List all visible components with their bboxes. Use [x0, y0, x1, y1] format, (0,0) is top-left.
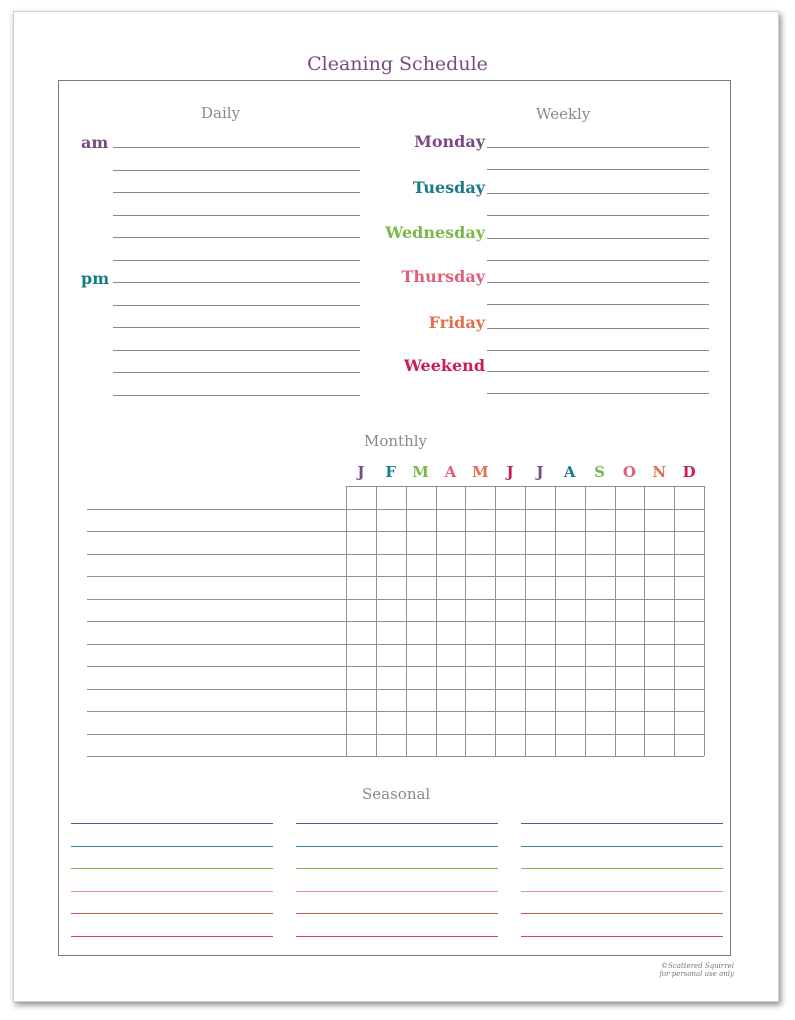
- monthly-col-line: [585, 486, 586, 756]
- daily-line: [113, 395, 360, 396]
- seasonal-line: [71, 823, 273, 824]
- monthly-row-line: [87, 576, 704, 577]
- seasonal-line: [521, 913, 723, 914]
- seasonal-line: [521, 823, 723, 824]
- seasonal-line: [521, 868, 723, 869]
- monthly-row-line: [87, 599, 704, 600]
- month-letter: M: [412, 463, 429, 481]
- seasonal-line: [296, 891, 498, 892]
- monthly-row-line: [87, 509, 704, 510]
- weekly-line: [487, 215, 709, 216]
- month-letter: O: [622, 463, 636, 481]
- seasonal-line: [521, 891, 723, 892]
- weekly-heading: Weekly: [536, 105, 591, 123]
- monthly-row-line: [87, 734, 704, 735]
- day-label-tuesday: Tuesday: [412, 178, 485, 197]
- weekly-line: [487, 371, 709, 372]
- day-label-monday: Monday: [414, 132, 485, 151]
- monthly-col-line: [704, 486, 705, 756]
- weekly-line: [487, 169, 709, 170]
- seasonal-line: [71, 868, 273, 869]
- seasonal-line: [521, 936, 723, 937]
- monthly-col-line: [376, 486, 377, 756]
- monthly-row-line: [87, 621, 704, 622]
- weekly-line: [487, 304, 709, 305]
- monthly-col-line: [495, 486, 496, 756]
- seasonal-line: [71, 913, 273, 914]
- seasonal-heading: Seasonal: [362, 785, 431, 803]
- daily-line: [113, 260, 360, 261]
- monthly-col-line: [615, 486, 616, 756]
- day-label-wednesday: Wednesday: [385, 223, 485, 242]
- seasonal-line: [296, 823, 498, 824]
- monthly-row-line: [87, 711, 704, 712]
- monthly-row-line: [87, 531, 704, 532]
- monthly-col-line: [406, 486, 407, 756]
- monthly-col-line: [644, 486, 645, 756]
- seasonal-line: [71, 891, 273, 892]
- watermark: [648, 962, 734, 978]
- weekly-line: [487, 238, 709, 239]
- month-letter: D: [682, 463, 696, 481]
- weekly-line: [487, 393, 709, 394]
- seasonal-line: [296, 868, 498, 869]
- monthly-row-line: [87, 666, 704, 667]
- monthly-col-line: [674, 486, 675, 756]
- weekly-line: [487, 350, 709, 351]
- weekly-line: [487, 260, 709, 261]
- seasonal-line: [296, 846, 498, 847]
- weekly-line: [487, 328, 709, 329]
- monthly-col-line: [465, 486, 466, 756]
- daily-line: [113, 170, 360, 171]
- monthly-col-line: [555, 486, 556, 756]
- weekly-line: [487, 282, 709, 283]
- monthly-row-line: [87, 644, 704, 645]
- monthly-col-line: [525, 486, 526, 756]
- month-letter: F: [385, 463, 397, 481]
- monthly-col-line: [436, 486, 437, 756]
- monthly-row-line: [87, 756, 704, 757]
- month-letter: N: [652, 463, 667, 481]
- month-letter: M: [471, 463, 489, 481]
- month-letter: A: [563, 463, 576, 481]
- page-title: Cleaning Schedule: [307, 53, 488, 75]
- month-letter: A: [444, 463, 457, 481]
- seasonal-line: [296, 936, 498, 937]
- day-label-thursday: Thursday: [401, 267, 485, 286]
- day-label-weekend: Weekend: [403, 356, 485, 375]
- schedule-frame: [58, 80, 731, 956]
- month-letter: J: [506, 463, 514, 481]
- seasonal-line: [521, 846, 723, 847]
- monthly-heading: Monthly: [364, 432, 428, 450]
- month-letter: S: [594, 463, 605, 481]
- daily-line: [113, 305, 360, 306]
- pm-label: pm: [81, 269, 110, 288]
- daily-heading: Daily: [201, 104, 241, 122]
- day-label-friday: Friday: [428, 313, 485, 332]
- weekly-line: [487, 147, 709, 148]
- weekly-line: [487, 193, 709, 194]
- watermark-note: for personal use only: [659, 970, 734, 978]
- seasonal-line: [71, 846, 273, 847]
- month-letter: J: [536, 463, 544, 481]
- am-label: am: [81, 133, 109, 152]
- watermark-brand: ©Scattered Squirrel: [661, 962, 734, 970]
- monthly-row-line: [87, 554, 704, 555]
- monthly-row-line: [87, 689, 704, 690]
- seasonal-line: [71, 936, 273, 937]
- monthly-col-line: [346, 486, 347, 756]
- daily-line: [113, 215, 360, 216]
- seasonal-line: [296, 913, 498, 914]
- daily-line: [113, 350, 360, 351]
- month-letter: J: [357, 463, 365, 481]
